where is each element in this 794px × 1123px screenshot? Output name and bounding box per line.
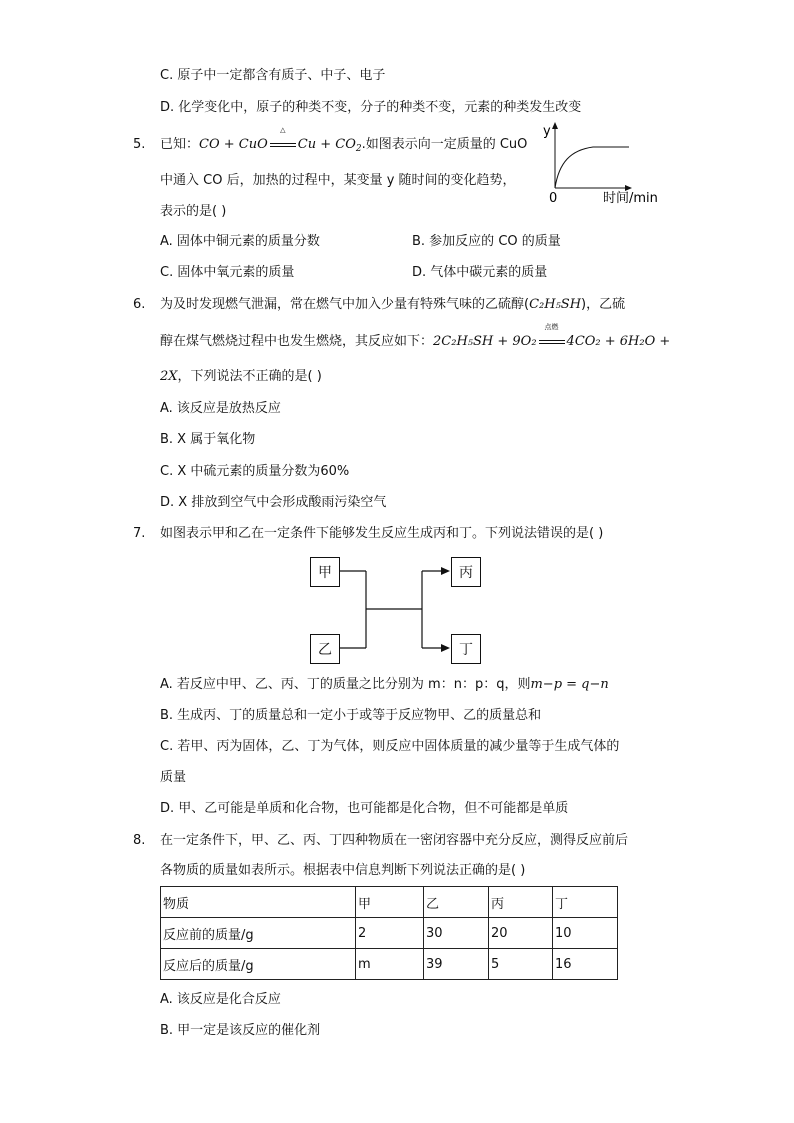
table-cell: 39 [424, 949, 489, 980]
q6-option-d: D. X 排放到空气中会形成酸雨污染空气 [160, 495, 387, 510]
q7-box-yi: 乙 [310, 634, 340, 664]
q7-box-ding: 丁 [451, 634, 481, 664]
table-cell: 16 [553, 949, 618, 980]
table-cell: 5 [489, 949, 553, 980]
question-8-number: 8. [133, 833, 146, 848]
q7-option-c-line2: 质量 [160, 770, 187, 785]
table-header-cell: 乙 [424, 887, 489, 918]
q5-option-b: B. 参加反应的 CO 的质量 [412, 234, 561, 249]
q5-option-c: C. 固体中氧元素的质量 [160, 265, 295, 280]
q6-formula: C₂H₅SH [529, 297, 582, 312]
prev-option-c: C. 原子中一定都含有质子、中子、电子 [160, 68, 386, 83]
q6-equation-left: 2C₂H₅SH + 9O₂ [433, 334, 537, 349]
q7-option-a [160, 676, 609, 694]
q6-line1-b: )，乙硫 [581, 297, 626, 312]
question-5-line1 [160, 126, 528, 158]
q5-condition: △ [280, 126, 286, 134]
q7-box-jia: 甲 [310, 557, 340, 587]
q7-option-c-line1: C. 若甲、丙为固体，乙、丁为气体，则反应中固体质量的减少量等于生成气体的 [160, 739, 620, 754]
q5-graph-y-arrow [552, 122, 558, 129]
q6-equation-right: 4CO₂ + 6H₂O + [566, 334, 671, 349]
q8-option-a: A. 该反应是化合反应 [160, 992, 281, 1007]
q8-mass-table [160, 886, 618, 980]
q5-equation-arrow [268, 126, 298, 154]
q7-option-a-text: A. 若反应中甲、乙、丙、丁的质量之比分别为 m：n：p：q，则 [160, 677, 531, 692]
q7-arrow-to-bing [441, 567, 450, 575]
q5-option-a: A. 固体中铜元素的质量分数 [160, 234, 320, 249]
table-cell: 30 [424, 918, 489, 949]
question-6-number: 6. [133, 297, 146, 312]
q5-graph-curve [555, 147, 629, 188]
q7-option-d: D. 甲、乙可能是单质和化合物，也可能都是化合物，但不可能都是单质 [160, 801, 569, 816]
question-6-line3 [160, 368, 322, 386]
question-5-line2: 中通入 CO 后，加热的过程中，某变量 y 随时间的变化趋势， [160, 173, 516, 188]
q7-option-b: B. 生成丙、丁的质量总和一定小于或等于反应物甲、乙的质量总和 [160, 708, 542, 723]
q5-line1-rest: .如图表示向一定质量的 CuO [361, 137, 528, 152]
table-header-row [161, 887, 618, 918]
question-7-stem: 如图表示甲和乙在一定条件下能够发生反应生成丙和丁。下列说法错误的是( ) [160, 526, 604, 541]
table-cell: m [356, 949, 424, 980]
q5-option-d: D. 气体中碳元素的质量 [412, 265, 548, 280]
q5-graph [535, 118, 670, 208]
table-header-cell: 物质 [161, 887, 356, 918]
q6-line1-a: 为及时发现燃气泄漏，常在燃气中加入少量有特殊气味的乙硫醇( [160, 297, 530, 312]
q5-graph-origin-label: 0 [549, 191, 558, 206]
prev-option-d: D. 化学变化中，原子的种类不变，分子的种类不变，元素的种类发生改变 [160, 100, 582, 115]
q7-box-bing: 丙 [451, 557, 481, 587]
q5-equation-left: CO + CuO [199, 137, 268, 152]
q6-line2-a: 醇在煤气燃烧过程中也发生燃烧，其反应如下： [160, 334, 434, 349]
question-5-number: 5. [133, 137, 146, 152]
q6-option-c: C. X 中硫元素的质量分数为60% [160, 464, 350, 479]
question-8-line2: 各物质的质量如表所示。根据表中信息判断下列说法正确的是( ) [160, 863, 526, 878]
q6-line3-math: 2X [160, 369, 178, 384]
question-6-line1 [160, 296, 625, 314]
q7-arrow-to-ding [441, 644, 450, 652]
q5-graph-x-label: 时间/min [603, 191, 658, 206]
question-8-line1: 在一定条件下，甲、乙、丙、丁四种物质在一密闭容器中充分反应，测得反应前后 [160, 833, 629, 848]
q5-equation-right: Cu + CO [297, 137, 356, 152]
q6-line3-rest: ，下列说法不正确的是( ) [177, 369, 322, 384]
table-cell: 反应后的质量/g [161, 949, 356, 980]
table-cell: 20 [489, 918, 553, 949]
table-header-cell: 甲 [356, 887, 424, 918]
q8-option-b: B. 甲一定是该反应的催化剂 [160, 1023, 321, 1038]
table-header-cell: 丙 [489, 887, 553, 918]
q7-option-a-math: m−p = q−n [530, 677, 609, 692]
table-header-cell: 丁 [553, 887, 618, 918]
q6-option-a: A. 该反应是放热反应 [160, 401, 281, 416]
q5-equation-sub: 2 [355, 144, 362, 154]
q6-condition: 点燃 [544, 323, 559, 331]
question-5-line3: 表示的是( ) [160, 204, 227, 219]
table-row [161, 918, 618, 949]
q5-graph-y-label: y [543, 124, 551, 139]
question-7-number: 7. [133, 526, 146, 541]
question-6-line2 [160, 323, 671, 351]
q5-prefix: 已知： [160, 137, 200, 152]
q6-option-b: B. X 属于氧化物 [160, 432, 256, 447]
table-cell: 10 [553, 918, 618, 949]
q6-equation-arrow [537, 323, 567, 351]
table-row [161, 949, 618, 980]
table-cell: 反应前的质量/g [161, 918, 356, 949]
table-cell: 2 [356, 918, 424, 949]
